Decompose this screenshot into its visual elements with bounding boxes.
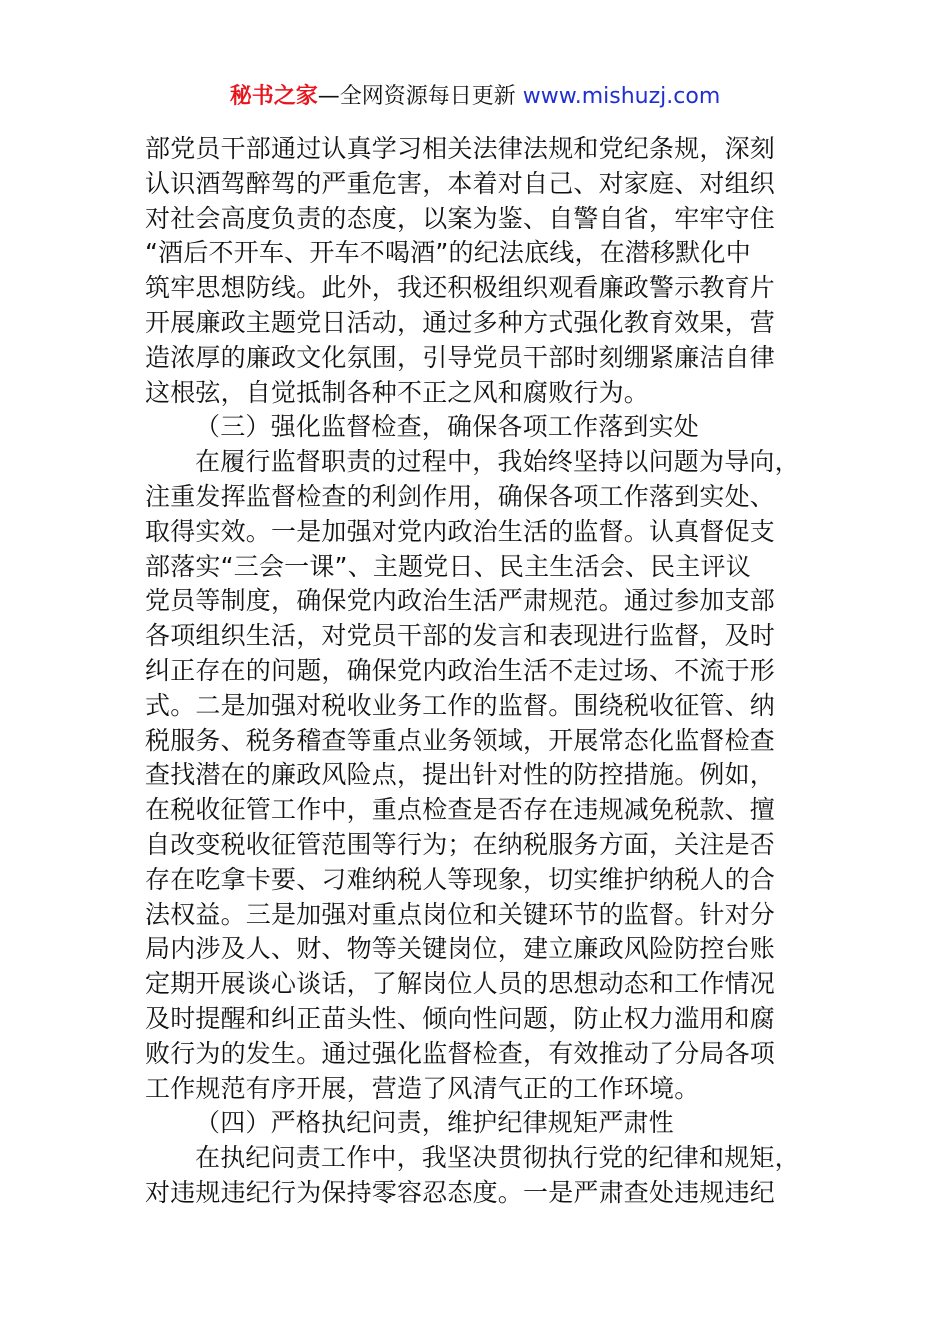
site-url-link[interactable]: www.mishuzj.com bbox=[522, 84, 721, 109]
text-line: 税服务、税务稽查等重点业务领域，开展常态化监督检查 bbox=[145, 725, 776, 755]
text-line: 造浓厚的廉政文化氛围，引导党员干部时刻绷紧廉洁自律 bbox=[145, 342, 776, 372]
text-line: 这根弦，自觉抵制各种不正之风和腐败行为。 bbox=[145, 377, 650, 407]
site-tagline: —全网资源每日更新 bbox=[317, 84, 516, 109]
site-brand: 秘书之家 bbox=[229, 84, 318, 109]
text-line: 认识酒驾醉驾的严重危害，本着对自己、对家庭、对组织 bbox=[145, 168, 776, 198]
text-line: （三）强化监督检查，确保各项工作落到实处 bbox=[195, 412, 700, 442]
text-line: 在税收征管工作中，重点检查是否存在违规减免税款、擅 bbox=[145, 795, 776, 825]
text-line: 定期开展谈心谈话，了解岗位人员的思想动态和工作情况 bbox=[145, 969, 776, 999]
text-line: 法权益。三是加强对重点岗位和关键环节的监督。针对分 bbox=[145, 899, 776, 929]
text-line: 在履行监督职责的过程中，我始终坚持以问题为导向， bbox=[195, 447, 800, 477]
text-line: 筑牢思想防线。此外，我还积极组织观看廉政警示教育片 bbox=[145, 273, 776, 303]
text-line: （四）严格执纪问责，维护纪律规矩严肃性 bbox=[195, 1108, 674, 1138]
text-line: 查找潜在的廉政风险点，提出针对性的防控措施。例如， bbox=[145, 760, 776, 790]
text-line: 部落实“三会一课”、主题党日、民主生活会、民主评议 bbox=[145, 551, 751, 581]
text-line: 对违规违纪行为保持零容忍态度。一是严肃查处违规违纪 bbox=[145, 1177, 776, 1207]
text-line: 取得实效。一是加强对党内政治生活的监督。认真督促支 bbox=[145, 516, 776, 546]
text-line: 败行为的发生。通过强化监督检查，有效推动了分局各项 bbox=[145, 1038, 776, 1068]
text-line: 自改变税收征管范围等行为；在纳税服务方面，关注是否 bbox=[145, 829, 776, 859]
text-line: 式。二是加强对税收业务工作的监督。围绕税收征管、纳 bbox=[145, 690, 776, 720]
text-line: 各项组织生活，对党员干部的发言和表现进行监督，及时 bbox=[145, 621, 776, 651]
text-line: 部党员干部通过认真学习相关法律法规和党纪条规，深刻 bbox=[145, 134, 776, 163]
text-line: “酒后不开车、开车不喝酒”的纪法底线，在潜移默化中 bbox=[145, 238, 751, 268]
text-line: 存在吃拿卡要、刁难纳税人等现象，切实维护纳税人的合 bbox=[145, 864, 776, 894]
text-line: 及时提醒和纠正苗头性、倾向性问题，防止权力滥用和腐 bbox=[145, 1003, 776, 1033]
text-line: 在执纪问责工作中，我坚决贯彻执行党的纪律和规矩， bbox=[195, 1143, 800, 1173]
text-line: 开展廉政主题党日活动，通过多种方式强化教育效果，营 bbox=[145, 307, 776, 337]
text-line: 党员等制度，确保党内政治生活严肃规范。通过参加支部 bbox=[145, 586, 776, 616]
text-line: 工作规范有序开展，营造了风清气正的工作环境。 bbox=[145, 1073, 700, 1103]
text-line: 注重发挥监督检查的利剑作用，确保各项工作落到实处、 bbox=[145, 481, 776, 511]
text-line: 局内涉及人、财、物等关键岗位，建立廉政风险防控台账 bbox=[145, 934, 776, 964]
document-body bbox=[145, 132, 815, 1211]
text-line: 纠正存在的问题，确保党内政治生活不走过场、不流于形 bbox=[145, 655, 776, 685]
page-header bbox=[0, 82, 950, 112]
text-line: 对社会高度负责的态度，以案为鉴、自警自省，牢牢守住 bbox=[145, 203, 776, 233]
